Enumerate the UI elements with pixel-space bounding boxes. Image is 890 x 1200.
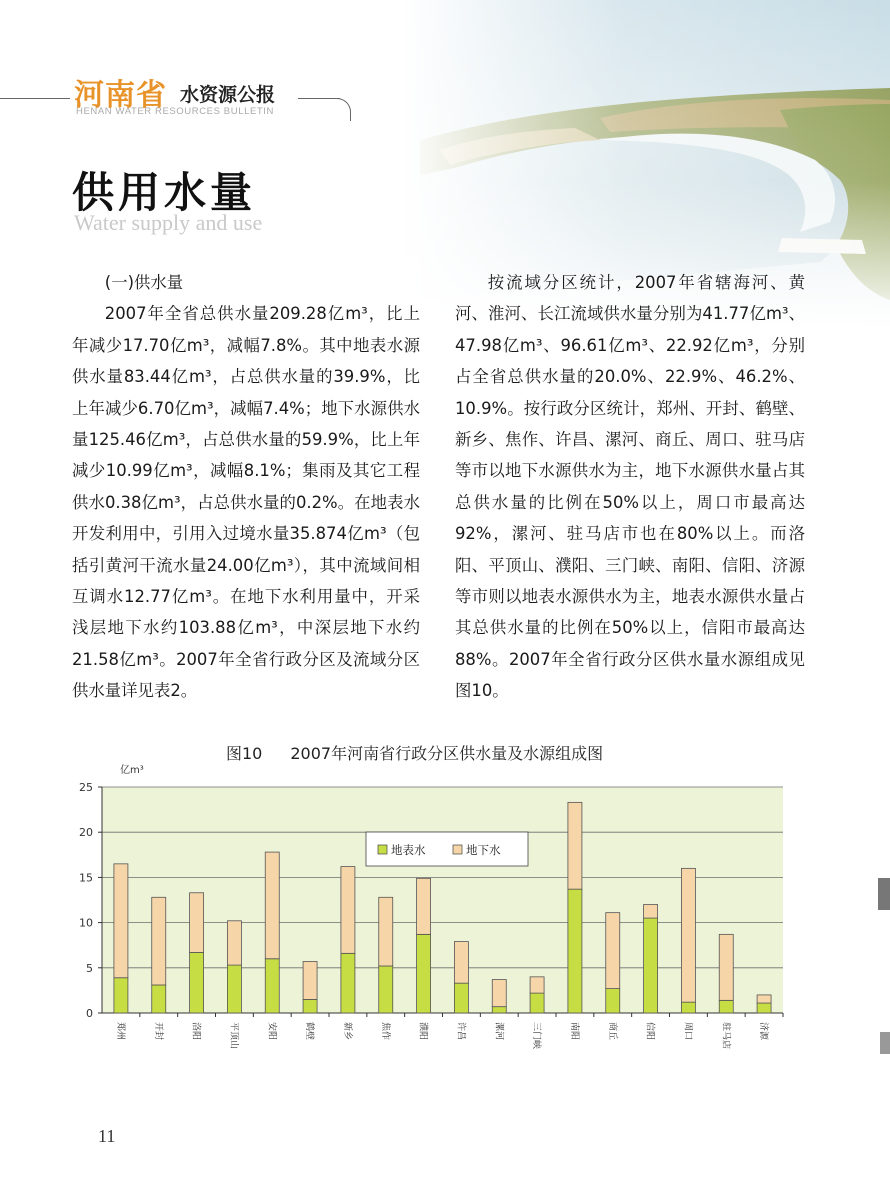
bar-surface bbox=[265, 959, 279, 1013]
bar-ground bbox=[152, 897, 166, 985]
x-tick-label: 三门峡 bbox=[531, 1022, 542, 1050]
x-tick-label: 济源 bbox=[758, 1022, 769, 1041]
legend-label-surface: 地表水 bbox=[391, 843, 426, 857]
legend-label-ground: 地下水 bbox=[466, 843, 501, 857]
bar-surface bbox=[492, 1007, 506, 1013]
x-tick-label: 濮阳 bbox=[417, 1022, 428, 1041]
bar-surface bbox=[719, 1000, 733, 1013]
figure-title: 2007年河南省行政分区供水量及水源组成图 bbox=[290, 744, 604, 763]
x-tick-label: 信阳 bbox=[644, 1022, 655, 1041]
bar-surface bbox=[454, 983, 468, 1013]
legend-swatch-surface bbox=[378, 845, 387, 854]
bar-ground bbox=[757, 995, 771, 1003]
x-tick-label: 南阳 bbox=[568, 1022, 579, 1041]
x-tick-label: 开封 bbox=[152, 1022, 163, 1041]
bar-surface bbox=[606, 989, 620, 1013]
bulletin-logo-province: 河南省 bbox=[74, 78, 167, 113]
bar-surface bbox=[227, 965, 241, 1013]
bar-ground bbox=[265, 852, 279, 959]
bar-ground bbox=[530, 977, 544, 993]
y-tick-label: 10 bbox=[79, 916, 93, 930]
paragraph-basin-statistics: 按流域分区统计，2007年省辖海河、黄河、淮河、长江流域供水量分别为41.77亿m³、47.98亿m³、96.61亿m³、22.92亿m³，分别占全省总供水量的20.0%、22.9%、46.2%、10.9%。按行政分区统计，郑州、开封、鹤壁、新乡、焦作、许昌、漯河、商丘、周口、驻马店等市以地下水源供水为主，地下水源供水量占其总供水量的比例在50%以上，周口市最高达92%，漯河、驻马店市也在80%以上。而洛阳、平顶山、濮阳、三门峡、南阳、信阳、济源等市则以地表水源供水为主，地表水源供水量占其总供水量的比例在50%以上，信阳市最高达88%。2007年全省行政分区供水量水源组成见图10。 bbox=[455, 273, 805, 701]
section-title: 供用水量 bbox=[72, 168, 257, 217]
bar-ground bbox=[568, 802, 582, 889]
bar-surface bbox=[417, 934, 431, 1013]
x-tick-label: 周口 bbox=[682, 1022, 693, 1041]
body-column-right bbox=[455, 267, 805, 707]
body-column-left bbox=[72, 267, 420, 707]
legend-swatch-ground bbox=[453, 845, 462, 854]
bar-surface bbox=[530, 993, 544, 1013]
bar-surface bbox=[568, 889, 582, 1013]
y-tick-label: 25 bbox=[79, 781, 93, 794]
bar-ground bbox=[190, 893, 204, 953]
x-tick-label: 焦作 bbox=[379, 1022, 390, 1041]
page-edge-mark bbox=[880, 1032, 890, 1054]
y-tick-label: 5 bbox=[86, 961, 93, 975]
bar-surface bbox=[681, 1002, 695, 1013]
figure-number: 图10 bbox=[226, 744, 263, 763]
bar-surface bbox=[152, 985, 166, 1013]
water-supply-chart bbox=[70, 760, 800, 1090]
y-axis-unit: 亿m³ bbox=[120, 765, 144, 776]
header-rule-left bbox=[0, 98, 70, 99]
bar-ground bbox=[454, 942, 468, 984]
page-edge-mark bbox=[878, 878, 890, 910]
bar-ground bbox=[606, 913, 620, 989]
x-tick-label: 安阳 bbox=[266, 1022, 277, 1041]
section-subtitle: Water supply and use bbox=[74, 210, 263, 235]
x-tick-label: 许昌 bbox=[455, 1022, 466, 1041]
plot-area bbox=[102, 787, 783, 1013]
y-tick-label: 15 bbox=[79, 871, 93, 885]
bar-ground bbox=[719, 934, 733, 1000]
bar-ground bbox=[417, 878, 431, 934]
y-tick-label: 20 bbox=[79, 826, 93, 840]
bar-surface bbox=[644, 918, 658, 1013]
bulletin-logo-english: HENAN WATER RESOURCES BULLETIN bbox=[76, 106, 274, 117]
x-tick-label: 驻马店 bbox=[720, 1022, 731, 1050]
x-tick-label: 洛阳 bbox=[190, 1022, 201, 1041]
bar-surface bbox=[341, 953, 355, 1013]
x-tick-label: 郑州 bbox=[114, 1022, 125, 1041]
x-tick-label: 平顶山 bbox=[228, 1022, 239, 1050]
bar-surface bbox=[190, 952, 204, 1013]
bar-surface bbox=[114, 978, 128, 1013]
bar-surface bbox=[303, 999, 317, 1013]
bar-ground bbox=[644, 905, 658, 919]
bar-surface bbox=[379, 966, 393, 1013]
subsection-heading: (一)供水量 bbox=[104, 273, 184, 292]
x-tick-label: 新乡 bbox=[341, 1022, 352, 1041]
bar-surface bbox=[757, 1003, 771, 1013]
bar-ground bbox=[227, 921, 241, 965]
x-tick-label: 鹤壁 bbox=[304, 1022, 315, 1041]
bar-ground bbox=[114, 864, 128, 978]
x-tick-label: 商丘 bbox=[606, 1022, 617, 1041]
bar-ground bbox=[341, 867, 355, 954]
page-number: 11 bbox=[98, 1126, 116, 1146]
y-tick-label: 0 bbox=[86, 1007, 93, 1020]
bar-ground bbox=[379, 897, 393, 966]
bar-ground bbox=[303, 961, 317, 999]
bulletin-logo-title: 水资源公报 bbox=[180, 84, 276, 106]
bar-ground bbox=[492, 980, 506, 1007]
x-tick-label: 漯河 bbox=[493, 1022, 504, 1041]
bar-ground bbox=[681, 868, 695, 1002]
paragraph-water-supply: 2007年全省总供水量209.28亿m³，比上年减少17.70亿m³，减幅7.8%。其中地表水源供水量83.44亿m³，占总供水量的39.9%，比上年减少6.70亿m³，减幅7.4%；地下水源供水量125.46亿m³，占总供水量的59.9%，比上年减少10.99亿m³，减幅8.1%；集雨及其它工程供水0.38亿m³，占总供水量的0.2%。在地表水开发利用中，引用入过境水量35.874亿m³（包括引黄河干流水量24.00亿m³），其中流域间相互调水12.77亿m³。在地下水利用量中，开采浅层地下水约103.88亿m³，中深层地下水约21.58亿m³。2007年全省行政分区及流域分区供水量详见表2。 bbox=[72, 304, 420, 701]
